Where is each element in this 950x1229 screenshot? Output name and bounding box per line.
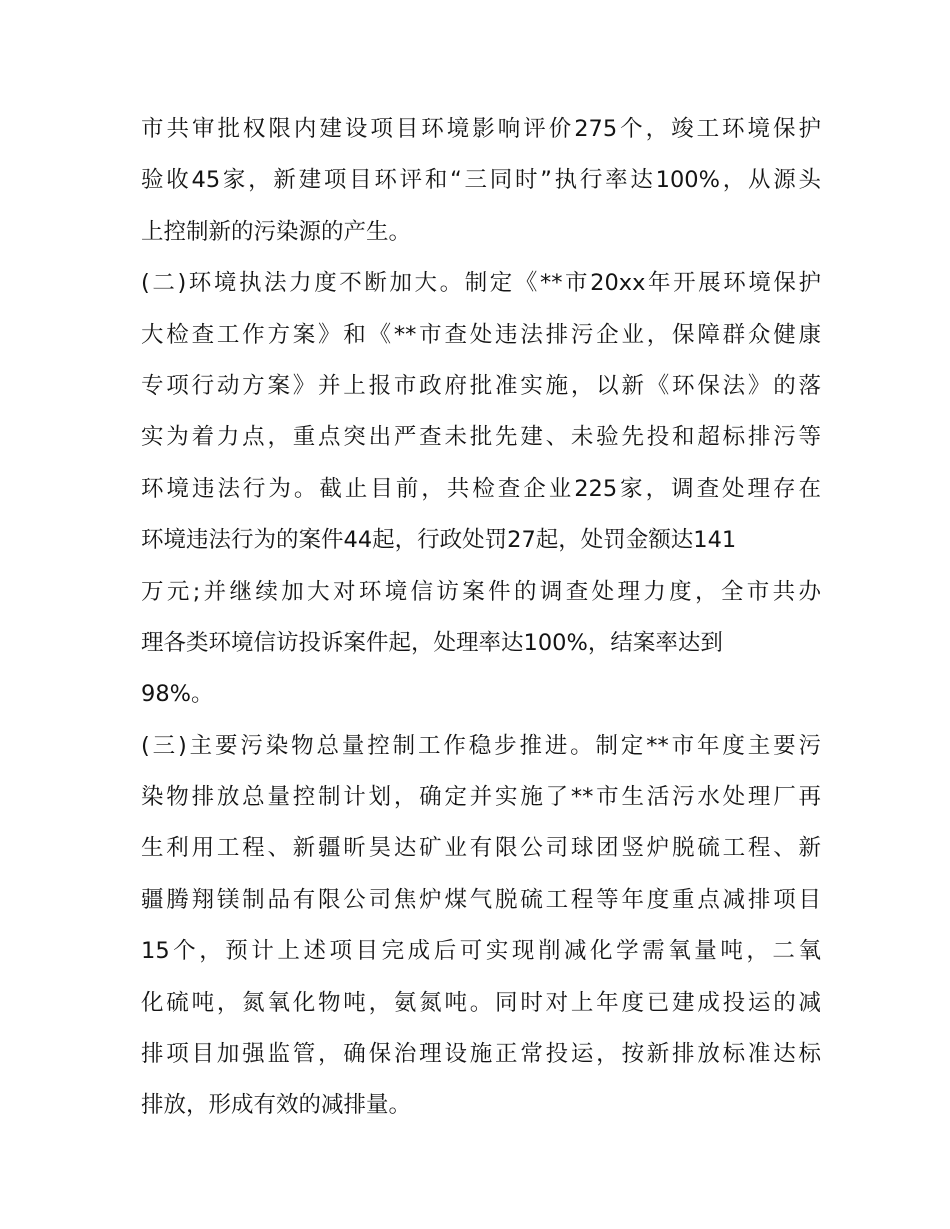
text-line: 环境违法行为。截止目前，共检查企业225家，调查处理存在: [141, 475, 821, 502]
text-line: 排项目加强监管，确保治理设施正常投运，按新排放标准达标: [141, 1041, 821, 1068]
text-line: 染物排放总量控制计划，确定并实施了**市生活污水处理厂再: [141, 784, 821, 811]
text-line: 98%。: [141, 681, 214, 708]
text-line: 万元;并继续加大对环境信访案件的调查处理力度，全市共办: [141, 578, 821, 605]
text-line: 疆腾翔镁制品有限公司焦炉煤气脱硫工程等年度重点减排项目: [141, 886, 821, 913]
text-line: 生利用工程、新疆昕昊达矿业有限公司球团竖炉脱硫工程、新: [141, 835, 821, 862]
document-body: [141, 104, 821, 1132]
text-line: 专项行动方案》并上报市政府批准实施，以新《环保法》的落: [141, 372, 821, 399]
text-line: 大检查工作方案》和《**市查处违法排污企业，保障群众健康: [141, 321, 821, 348]
text-line: 验收45家，新建项目环评和“三同时”执行率达100%，从源头: [141, 167, 821, 194]
text-line: 理各类环境信访投诉案件起，处理率达100%，结案率达到: [141, 629, 723, 656]
text-line: 上控制新的污染源的产生。: [141, 218, 412, 245]
text-line: (三)主要污染物总量控制工作稳步推进。制定**市年度主要污: [141, 732, 821, 759]
text-line: 市共审批权限内建设项目环境影响评价275个，竣工环境保护: [141, 116, 821, 142]
text-line: (二)环境执法力度不断加大。制定《**市20xx年开展环境保护: [141, 270, 821, 297]
text-line: 环境违法行为的案件44起，行政处罚27起，处罚金额达141: [141, 527, 737, 554]
text-line: 实为着力点，重点突出严查未批先建、未验先投和超标排污等: [141, 424, 821, 451]
text-line: 15个，预计上述项目完成后可实现削减化学需氧量吨，二氧: [141, 938, 821, 965]
text-line: 排放，形成有效的减排量。: [141, 1092, 412, 1119]
text-line: 化硫吨，氮氧化物吨，氨氮吨。同时对上年度已建成投运的减: [141, 989, 821, 1016]
